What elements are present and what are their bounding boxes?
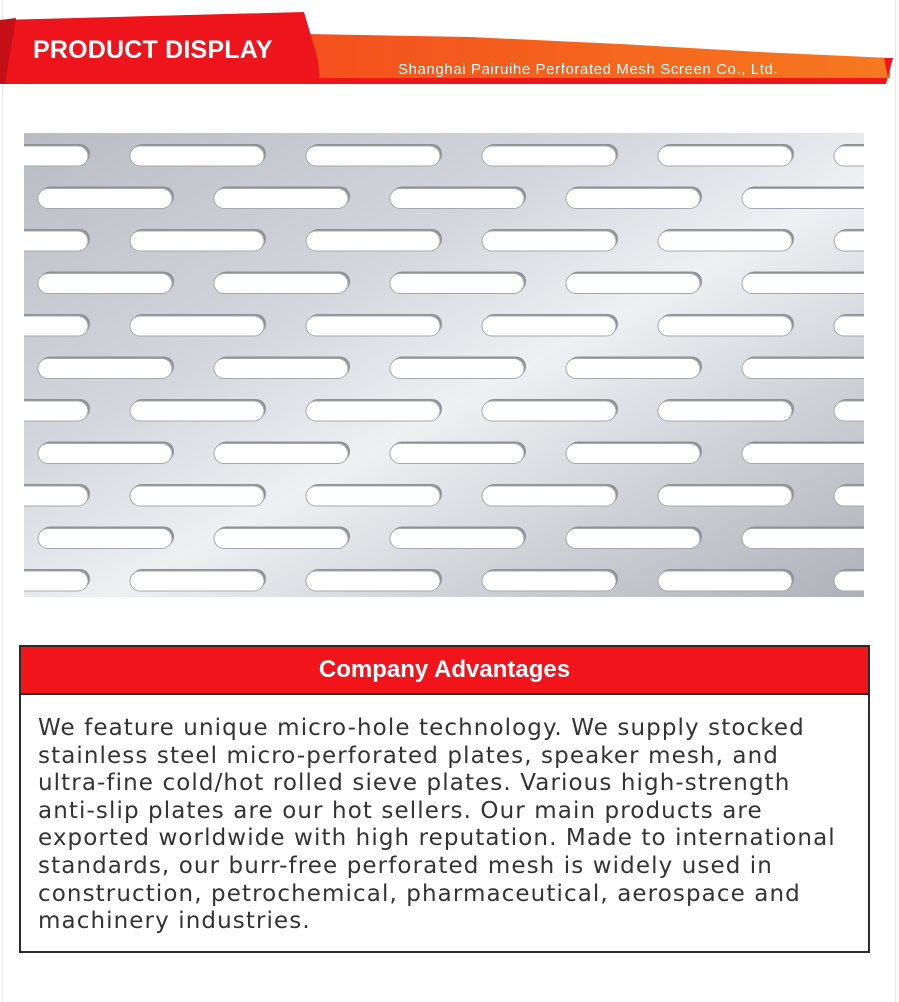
slot-hole (214, 274, 348, 294)
slot-hole (658, 146, 792, 166)
slot-hole (306, 401, 440, 421)
page-title: PRODUCT DISPLAY (33, 36, 273, 64)
slot-hole (24, 316, 88, 336)
page-border-right (895, 0, 896, 1002)
slot-hole (834, 146, 864, 166)
advantages-title: Company Advantages (318, 656, 571, 683)
slot-hole (566, 359, 700, 379)
slot-hole (38, 529, 172, 549)
slot-hole (834, 231, 864, 251)
slot-hole (38, 359, 172, 379)
slot-hole (390, 189, 524, 209)
slot-hole (658, 571, 792, 591)
slot-hole (24, 571, 88, 591)
slot-hole (214, 189, 348, 209)
slot-hole (834, 486, 864, 506)
slot-hole (566, 444, 700, 464)
slot-hole (566, 529, 700, 549)
company-name: Shanghai Pairuihe Perforated Mesh Screen Co., Ltd. (398, 61, 779, 78)
perforated-plate-illustration (24, 133, 864, 597)
slot-hole (482, 146, 616, 166)
slot-hole (130, 316, 264, 336)
slot-hole (306, 571, 440, 591)
slot-hole (742, 274, 864, 294)
slot-hole (742, 444, 864, 464)
slot-hole (130, 231, 264, 251)
product-image (24, 133, 864, 597)
slot-hole (390, 444, 524, 464)
slot-hole (390, 274, 524, 294)
slot-hole (24, 401, 88, 421)
slot-hole (306, 146, 440, 166)
slot-hole (130, 486, 264, 506)
slot-hole (306, 486, 440, 506)
slot-hole (306, 231, 440, 251)
slot-hole (38, 189, 172, 209)
slot-hole (834, 571, 864, 591)
header-banner (0, 0, 899, 90)
slot-hole (482, 571, 616, 591)
slot-hole (658, 486, 792, 506)
page-border-left (2, 0, 3, 1002)
slot-hole (566, 189, 700, 209)
slot-hole (482, 486, 616, 506)
slot-hole (390, 359, 524, 379)
slot-hole (658, 401, 792, 421)
slot-hole (834, 316, 864, 336)
slot-hole (390, 529, 524, 549)
slot-hole (658, 231, 792, 251)
slot-hole (214, 359, 348, 379)
slot-hole (482, 401, 616, 421)
slot-hole (24, 486, 88, 506)
advantages-box (19, 645, 870, 953)
slot-hole (130, 401, 264, 421)
slot-hole (482, 316, 616, 336)
slot-hole (214, 444, 348, 464)
slot-hole (566, 274, 700, 294)
slot-hole (482, 231, 616, 251)
slot-hole (214, 529, 348, 549)
slot-hole (38, 274, 172, 294)
slot-hole (658, 316, 792, 336)
slot-hole (742, 529, 864, 549)
slot-hole (742, 189, 864, 209)
slot-hole (130, 146, 264, 166)
slot-hole (742, 359, 864, 379)
advantages-text: We feature unique micro-hole technology. We supply stocked stainless steel micro-perforated plates, speaker mesh, and ultra-fine cold/hot rolled sieve plates. Various high-strength anti-slip plates are our hot sellers. Our main products are exported worldwide with high reputation. Made to international standards, our burr-free perforated mesh is widely used in construction, petrochemical, pharmaceutical, aerospace and machinery industries. (38, 715, 836, 935)
slot-hole (834, 401, 864, 421)
slot-hole (24, 231, 88, 251)
advantages-header (21, 647, 868, 695)
slot-hole (24, 146, 88, 166)
slot-hole (130, 571, 264, 591)
slot-hole (38, 444, 172, 464)
slot-hole (306, 316, 440, 336)
